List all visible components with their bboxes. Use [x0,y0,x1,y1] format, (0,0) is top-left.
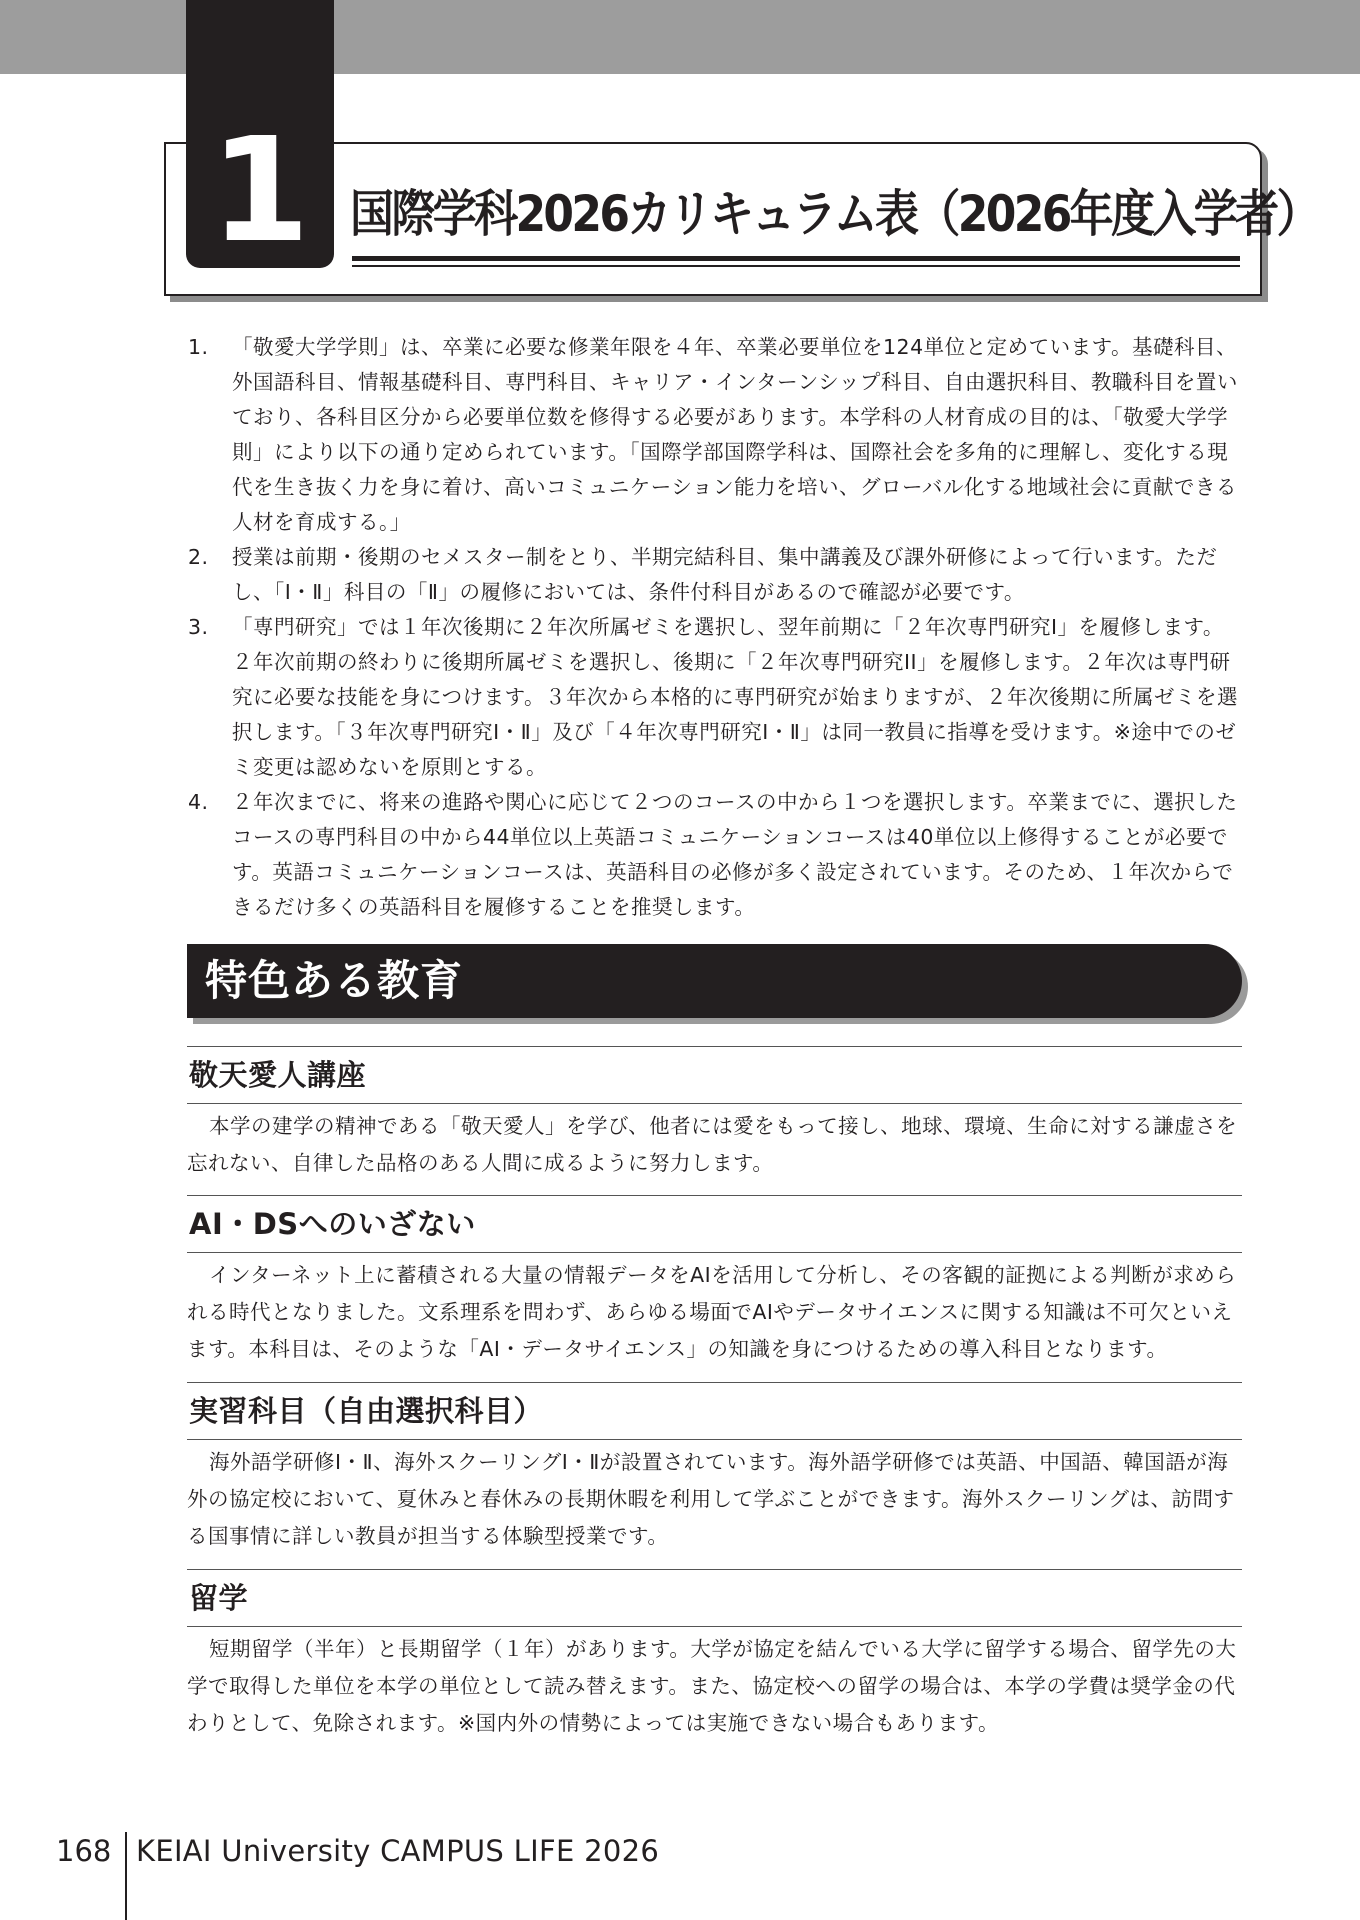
subsection-heading: AI・DSへのいざない [189,1207,476,1241]
subsection-body: インターネット上に蓄積される大量の情報データをAIを活用して分析し、その客観的証拠による判断が求められる時代となりました。文系理系を問わず、あらゆる場面でAIやデータサイエンスに関する知識は不可欠といえます。本科目は、そのような「AI・データサイエンス」の知識を身につけるための導入科目となります。 [187,1263,1237,1361]
list-text: 授業は前期・後期のセメスター制をとり、半期完結科目、集中講義及び課外研修によって行います。ただし、「Ⅰ・Ⅱ」科目の「Ⅱ」の履修においては、条件付科目があるので確認が必要です。 [232,545,1218,604]
subsection-heading: 敬天愛人講座 [189,1058,367,1092]
footer-divider [125,1832,127,1920]
section-divider [187,1626,1242,1627]
subsection-keiten-aijin [187,1046,1242,1182]
subsection-study-abroad [187,1569,1242,1742]
subsection-ai-ds [187,1195,1242,1368]
list-item [188,610,1240,785]
page-title: 国際学科2026カリキュラム表（2026年度入学者） [350,185,1318,243]
subsection-body: 海外語学研修Ⅰ・Ⅱ、海外スクーリングⅠ・Ⅱが設置されています。海外語学研修では英語、中国語、韓国語が海外の協定校において、夏休みと春休みの長期休暇を利用して学ぶことができます。海外スクーリングは、訪問する国事情に詳しい教員が担当する体験型授業です。 [187,1450,1235,1548]
subsection-body: 本学の建学の精神である「敬天愛人」を学び、他者には愛をもって接し、地球、環境、生命に対する謙虚さを忘れない、自律した品格のある人間に成るように努力します。 [187,1114,1238,1175]
list-item [188,540,1240,610]
list-number: 4. [188,790,209,814]
section-divider [187,1103,1242,1104]
section-banner: 特色ある教育 [187,944,1242,1018]
list-number: 2. [188,545,209,569]
subsection-practical-courses [187,1382,1242,1555]
list-text: ２年次までに、将来の進路や関心に応じて２つのコースの中から１つを選択します。卒業までに、選択したコースの専門科目の中から44単位以上英語コミュニケーションコースは40単位以上修得することが必要です。英語コミュニケーションコースは、英語科目の必修が多く設定されています。そのため、１年次からできるだけ多くの英語科目を履修することを推奨します。 [232,790,1238,919]
subsection-heading: 留学 [189,1581,249,1615]
list-number: 1. [188,335,209,359]
intro-list [188,330,1240,925]
page-number: 168 [56,1834,112,1868]
chapter-number: 1 [209,106,311,274]
list-item [188,330,1240,540]
list-text: 「敬愛大学学則」は、卒業に必要な修業年限を４年、卒業必要単位を124単位と定めています。基礎科目、外国語科目、情報基礎科目、専門科目、キャリア・インターンシップ科目、自由選択科目、教職科目を置いており、各科目区分から必要単位数を修得する必要があります。本学科の人材育成の目的は、「敬愛大学学則」により以下の通り定められています。「国際学部国際学科は、国際社会を多角的に理解し、変化する現代を生き抜く力を身に着け、高いコミュニケーション能力を培い、グローバル化する地域社会に貢献できる人材を育成する。」 [232,335,1238,534]
list-number: 3. [188,615,209,639]
chapter-number-tab [186,0,334,274]
title-underline-thin [352,265,1240,267]
list-text: 「専門研究」では１年次後期に２年次所属ゼミを選択し、翌年前期に「２年次専門研究Ⅰ」を履修します。２年次前期の終わりに後期所属ゼミを選択し、後期に「２年次専門研究II」を履修します。２年次は専門研究に必要な技能を身につけます。３年次から本格的に専門研究が始まりますが、２年次後期に所属ゼミを選択します。「３年次専門研究Ⅰ・Ⅱ」及び「４年次専門研究Ⅰ・Ⅱ」は同一教員に指導を受けます。※途中でのゼミ変更は認めないを原則とする。 [232,615,1238,779]
section-divider [187,1439,1242,1440]
title-underline-thick [352,256,1240,261]
section-divider [187,1252,1242,1253]
subsection-heading: 実習科目（自由選択科目） [189,1394,544,1428]
list-item [188,785,1240,925]
subsection-body: 短期留学（半年）と長期留学（１年）があります。大学が協定を結んでいる大学に留学する場合、留学先の大学で取得した単位を本学の単位として読み替えます。また、協定校への留学の場合は、本学の学費は奨学金の代わりとして、免除されます。※国内外の情勢によっては実施できない場合もあります。 [187,1637,1237,1735]
footer-publication-title: KEIAI University CAMPUS LIFE 2026 [136,1834,660,1868]
